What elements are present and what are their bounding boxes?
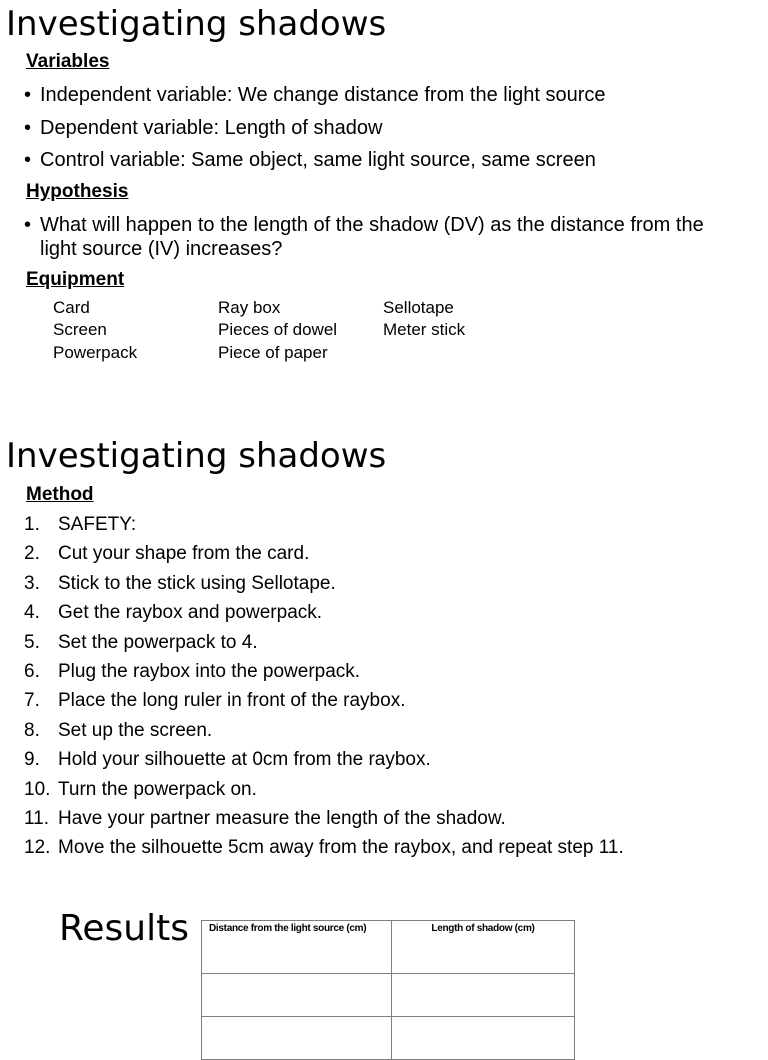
method-step-number: 7.: [24, 690, 40, 711]
variable-item-independent: • Independent variable: We change distance from the light source: [24, 84, 606, 106]
table-row: [202, 974, 575, 1017]
method-step: [24, 514, 724, 536]
variables-heading: Variables: [26, 51, 110, 72]
equipment-item: Pieces of dowel: [218, 320, 338, 339]
method-step-text: Set up the screen.: [58, 720, 213, 741]
slide-2-title: Investigating shadows: [6, 436, 387, 476]
method-step-text: Move the silhouette 5cm away from the raybox, and repeat step 11.: [58, 837, 624, 858]
bullet-icon: •: [24, 149, 32, 171]
hypothesis-item: • What will happen to the length of the shadow (DV) as the distance from the light source (IV) increases?: [24, 214, 704, 260]
table-cell[interactable]: [392, 974, 575, 1017]
method-step: [24, 690, 724, 712]
table-cell[interactable]: [392, 1017, 575, 1060]
method-step-number: 8.: [24, 720, 40, 741]
equipment-item: Powerpack: [53, 343, 138, 362]
method-step: [24, 632, 724, 654]
method-step: [24, 837, 724, 859]
method-step: [24, 661, 724, 683]
results-table: [201, 920, 575, 1060]
method-step: [24, 808, 724, 830]
method-step-text: Set the powerpack to 4.: [58, 632, 258, 653]
method-step: [24, 573, 724, 595]
method-step-text: Cut your shape from the card.: [58, 543, 310, 564]
bullet-icon: •: [24, 214, 32, 236]
table-header-row: [202, 921, 575, 974]
hypothesis-heading: Hypothesis: [26, 181, 129, 202]
equipment-item: Card: [53, 298, 90, 317]
method-step-text: Have your partner measure the length of the shadow.: [58, 808, 506, 829]
method-step-number: 4.: [24, 602, 40, 623]
method-step-number: 1.: [24, 514, 40, 535]
method-step-text: SAFETY:: [58, 514, 137, 535]
method-step: [24, 543, 724, 565]
method-step-text: Plug the raybox into the powerpack.: [58, 661, 361, 682]
method-heading: Method: [26, 484, 94, 505]
table-cell[interactable]: [202, 974, 392, 1017]
results-title: Results: [59, 908, 189, 949]
method-step-text: Get the raybox and powerpack.: [58, 602, 323, 623]
method-step-number: 11.: [24, 808, 50, 829]
slide-1-title: Investigating shadows: [6, 4, 387, 44]
variable-item-dependent: • Dependent variable: Length of shadow: [24, 117, 383, 139]
column-header-shadow-length: Length of shadow (cm): [392, 921, 575, 974]
column-header-distance: Distance from the light source (cm): [202, 921, 392, 974]
method-step-number: 10.: [24, 779, 51, 800]
method-step-number: 9.: [24, 749, 40, 770]
method-step-text: Hold your silhouette at 0cm from the raybox.: [58, 749, 431, 770]
bullet-icon: •: [24, 84, 32, 106]
equipment-item: Meter stick: [383, 320, 466, 339]
table-cell[interactable]: [202, 1017, 392, 1060]
equipment-item: Ray box: [218, 298, 281, 317]
variable-item-control: • Control variable: Same object, same light source, same screen: [24, 149, 596, 171]
method-step-number: 3.: [24, 573, 40, 594]
equipment-item: Piece of paper: [218, 343, 328, 362]
method-step-text: Turn the powerpack on.: [58, 779, 257, 800]
method-step: [24, 602, 724, 624]
method-step-number: 12.: [24, 837, 51, 858]
method-step-number: 5.: [24, 632, 40, 653]
method-step: [24, 749, 724, 771]
equipment-heading: Equipment: [26, 269, 125, 290]
method-step: [24, 779, 724, 801]
table-row: [202, 1017, 575, 1060]
bullet-icon: •: [24, 117, 32, 139]
method-step: [24, 720, 724, 742]
equipment-item: Sellotape: [383, 298, 454, 317]
method-step-number: 2.: [24, 543, 40, 564]
method-step-number: 6.: [24, 661, 40, 682]
method-step-text: Place the long ruler in front of the raybox.: [58, 690, 406, 711]
equipment-item: Screen: [53, 320, 107, 339]
method-step-text: Stick to the stick using Sellotape.: [58, 573, 336, 594]
